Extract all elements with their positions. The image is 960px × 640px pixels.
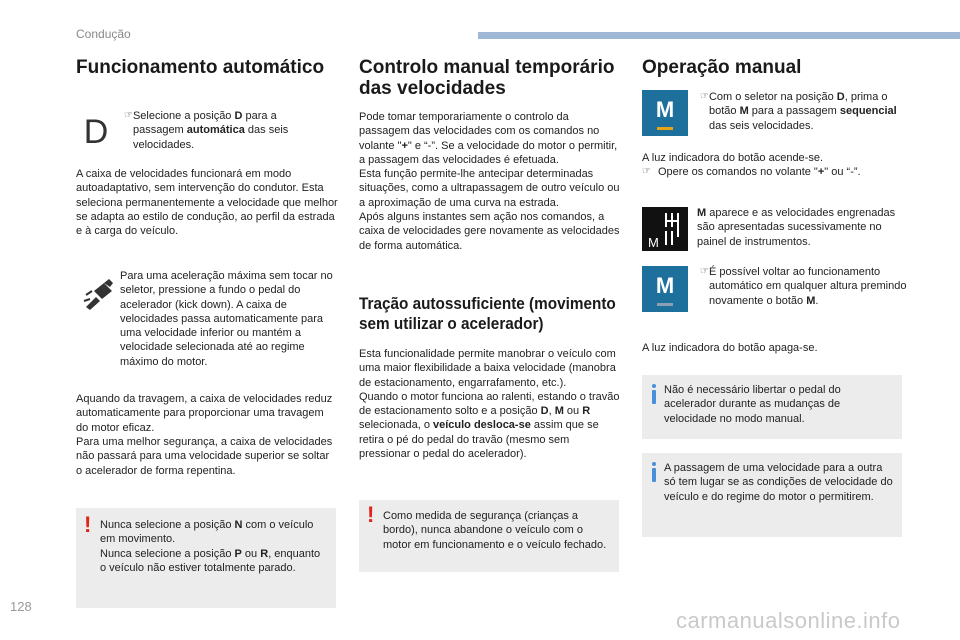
step-press-m: ☞ Com o seletor na posição D, prima o botão M para a passagem sequencial das seis velocidades. <box>700 91 897 132</box>
svg-text:M: M <box>648 235 659 250</box>
auto-mode-paragraph: A caixa de velocidades funcionará em modo autoadaptativo, sem intervenção do condutor. Esta seleciona permanentemente a velocidade que melhor se adapta ao estilo de condução, ao perfil da estrada e à carga do veículo. <box>76 168 338 238</box>
m-button-icon: M <box>642 90 688 136</box>
title-funcionamento-automatico: Funcionamento automático <box>76 57 325 78</box>
gear-d-icon: D <box>83 113 109 151</box>
braking-paragraph: Aquando da travagem, a caixa de velocidades reduz automaticamente para proporcionar uma travagem do motor eficaz. <box>76 393 333 434</box>
info-icon <box>652 462 656 466</box>
section-title: Condução <box>76 27 131 41</box>
info-box-conditions: A passagem de uma velocidade para a outra só tem lugar se as condições de velocidade do veículo e do regime do motor o permitirem. <box>642 453 902 537</box>
step-operate-paddles: ☞ Opere os comandos no volante "+" ou “-”. <box>642 166 861 178</box>
indicator-lamp-on <box>657 127 673 130</box>
warning-box-neutral: ! Nunca selecione a posição N com o veículo em movimento. Nunca selecione a posição P ou R, enquanto o veículo não estiver totalmente parado. <box>76 508 336 608</box>
header-bar <box>478 32 960 39</box>
instrument-display-icon <box>642 207 688 251</box>
lamp-off-text: A luz indicadora do botão apaga-se. <box>642 342 818 354</box>
safety-paragraph: Para uma melhor segurança, a caixa de velocidades não passará para uma velocidade superior se soltar o acelerador de forma repentina. <box>76 436 333 477</box>
manual-control-text: Pode tomar temporariamente o controlo da passagem das velocidades com os comandos no volante "+" e “-”. Se a velocidade do motor o permitir, a passagem das velocidades é efetuada. Esta função permite-lhe antecipar determinadas situações, como a ultrapassagem de outro veículo ou a aproximação de uma curva na estrada. Após alguns instantes sem ação nos comandos, a caixa de velocidades gere novamente as velocidades de forma automática. <box>359 111 620 252</box>
info-icon-stem <box>652 468 656 482</box>
display-text: M aparece e as velocidades engrenadas são apresentadas sucessivamente no painel de instrumentos. <box>697 207 896 248</box>
pointing-hand-icon: ☞ <box>700 91 709 102</box>
title-operacao-manual: Operação manual <box>642 57 802 78</box>
pointing-hand-icon: ☞ <box>642 166 651 177</box>
watermark: carmanualsonline.info <box>676 608 901 633</box>
pointing-hand-icon: ☞ <box>124 110 133 121</box>
warning-box-children: ! Como medida de segurança (crianças a bordo), nunca abandone o veículo com o motor em funcionamento e o veículo fechado. <box>359 500 619 572</box>
indicator-lamp-off <box>657 303 673 306</box>
warning-exclamation-icon: ! <box>367 502 375 527</box>
gear-digit-display <box>642 207 688 251</box>
info-icon <box>652 384 656 388</box>
info-icon-stem <box>652 390 656 404</box>
step-return-auto: ☞ É possível voltar ao funcionamento automático em qualquer altura premindo novamente o botão M. <box>700 266 907 307</box>
lamp-on-text: A luz indicadora do botão acende-se. <box>642 152 824 164</box>
pedal-kickdown-icon <box>82 277 116 311</box>
kickdown-paragraph: Para uma aceleração máxima sem tocar no seletor, pressione a fundo o pedal do acelerador (kick down). A caixa de velocidades passa automaticamente para uma velocidade inferior ou mantém a velocidade selecionada até ao regime máximo do motor. <box>120 270 333 368</box>
m-button-icon: M <box>642 266 688 312</box>
pointing-hand-icon: ☞ <box>700 266 709 277</box>
info-box-pedal: Não é necessário libertar o pedal do acelerador durante as mudanças de velocidade no modo manual. <box>642 375 902 439</box>
title-controlo-manual: Controlo manual temporário das velocidades <box>359 57 615 99</box>
creep-text: Esta funcionalidade permite manobrar o veículo com uma maior flexibilidade a baixa velocidade (manobra de estacionamento, engarrafamento, etc.). Quando o motor funciona ao ralenti, estando o travão de estacionamento solto e a posição D, M ou R selecionada, o veículo desloca-se assim que se retira o pé do pedal do travão (mesmo sem pressionar o pedal do acelerador). <box>359 348 620 461</box>
page-number: 128 <box>10 599 32 614</box>
warning-exclamation-icon: ! <box>84 512 92 537</box>
select-d-instruction: ☞ Selecione a posição D para a passagem automática das seis velocidades. <box>124 110 289 151</box>
subtitle-tracao: Tração autossuficiente (movimento sem utilizar o acelerador) <box>359 294 616 333</box>
